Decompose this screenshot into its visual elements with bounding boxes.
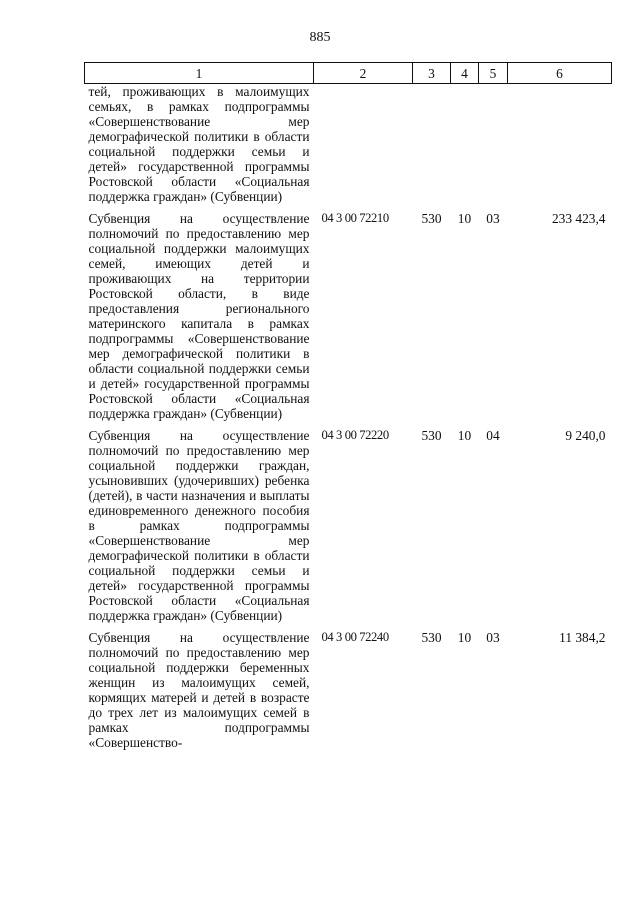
row-subsection: 03 <box>486 211 500 226</box>
row-section: 10 <box>457 428 472 443</box>
header-col-5: 5 <box>479 63 508 84</box>
table-row <box>85 428 612 630</box>
row-target-code: 04 3 00 72220 <box>321 428 389 442</box>
header-col-1: 1 <box>85 63 314 84</box>
row-target-code <box>314 84 413 212</box>
row-section: 10 <box>457 630 472 645</box>
row-section <box>451 84 479 212</box>
row-amount: 11 384,2 <box>559 630 606 645</box>
row-target-code: 04 3 00 72210 <box>321 211 389 225</box>
row-amount <box>508 84 612 212</box>
row-expense-type: 530 <box>421 211 442 226</box>
budget-table <box>84 62 612 757</box>
table-row <box>85 211 612 428</box>
table-row <box>85 84 612 212</box>
row-target-code: 04 3 00 72240 <box>321 630 389 644</box>
row-expense-type <box>413 84 451 212</box>
row-section: 10 <box>457 211 472 226</box>
row-amount: 233 423,4 <box>551 211 606 226</box>
header-col-3: 3 <box>413 63 451 84</box>
header-col-4: 4 <box>451 63 479 84</box>
header-col-2: 2 <box>314 63 413 84</box>
row-expense-type: 530 <box>421 428 442 443</box>
page-number: 885 <box>309 30 331 45</box>
row-subsection <box>479 84 508 212</box>
header-col-6: 6 <box>508 63 612 84</box>
row-name: тей, проживающих в малоимущих семьях, в рамках подпрограммы «Совершенствованиe мер демографической политики в области социальной поддержки семьи и детей» государственной программы Ростовской области «Социальная поддержка граждан» (Субвенции) <box>88 84 310 204</box>
row-subsection: 03 <box>486 630 500 645</box>
table-row <box>85 630 612 757</box>
row-expense-type: 530 <box>421 630 442 645</box>
row-name: Субвенция на осуществление полномочий по предоставлению мер социальной поддержки малоимущих семей, имеющих детей и проживающих на территории Ростовской области, в виде предоставления регионального материнского капитала в рамках подпрограммы «Совершенствование мер демографической политики в области социальной поддержки семьи и детей» государственной программы Ростовской области «Социальная поддержка граждан» (Субвенции) <box>88 211 310 421</box>
row-name: Субвенция на осуществление полномочий по предоставлению мер социальной поддержки беременных женщин из малоимущих семей, кормящих матерей и детей в возрасте до трех лет из малоимущих семей в рамках подпрограммы «Совершенство- <box>88 630 310 750</box>
header-row <box>85 63 612 84</box>
row-name: Субвенция на осуществление полномочий по предоставлению мер социальной поддержки граждан, усыновивших (удочеривших) ребенка (детей), в части назначения и выплаты единовременного денежного пособия в рамках подпрограммы «Совершенствование мер демографической политики в области социальной поддержки семьи и детей» государственной программы Ростовской области «Социальная поддержка граждан» (Субвенции) <box>88 428 310 623</box>
row-subsection: 04 <box>486 428 500 443</box>
row-amount: 9 240,0 <box>565 428 606 443</box>
